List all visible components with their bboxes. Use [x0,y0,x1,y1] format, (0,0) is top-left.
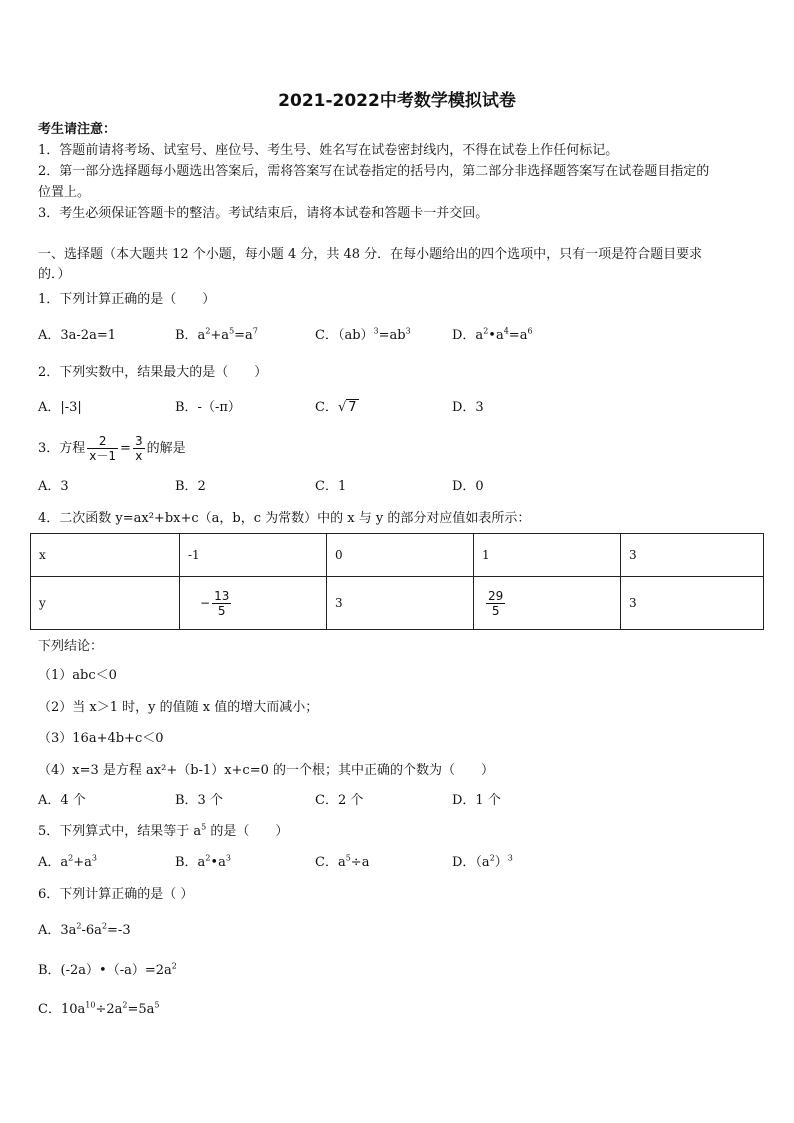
q1-option-b: B．$a^2+a^5=a^7$ [175,326,258,343]
q4-stem: 4．二次函数 y=ax²+bx+c（a，b，c 为常数）中的 x 与 y 的部分对应值如表所示： [38,511,531,526]
y1-fraction: $\frac{13}{5}$ [214,588,230,618]
notice-item-2: 2．第一部分选择题每小题选出答案后，需将答案写在试卷指定的括号内，第二部分非选择题答案写在试卷题目指定的 [38,164,710,179]
q5-stem: 5．下列算式中，结果等于 $a^5$ 的是（ ） [38,822,289,839]
q6-option-a: A．$3a^2-6a^2=-3$ [38,921,131,938]
q4-conclusion-heading: 下列结论： [38,639,104,654]
q2-options [38,399,758,417]
q4-option-c: C．2 个 [315,793,364,808]
section-header-line-1: 一、选择题（本大题共 12 个小题，每小题 4 分，共 48 分．在每小题给出的四个选项中，只有一项是符合题目要求 [38,247,703,262]
q1-options [38,327,758,345]
q4-conclusion-2: （2）当 x＞1 时，y 的值随 x 值的增大而减小； [38,700,319,715]
q3-fraction-2: $\frac{3}{x}$ [134,434,143,463]
q2-option-d: D．3 [452,400,484,415]
table-cell: 0 [327,534,474,577]
table-cell: 3 [621,534,764,577]
table-cell: 3 [621,577,764,630]
table-cell: y [31,577,180,630]
q2-stem: 2．下列实数中，结果最大的是（ ） [38,365,268,380]
notice-heading: 考生请注意： [38,122,117,137]
table-cell [474,577,621,630]
q3-stem: 3．方程 $\frac{2}{x-1}$ = $\frac{3}{x}$ 的解是 [38,434,186,463]
table-cell: -1 [180,534,327,577]
table-row [31,577,764,630]
q2-option-b: B．-（-π） [175,400,241,415]
q3-option-d: D．0 [452,479,484,494]
q3-fraction-1: $\frac{2}{x-1}$ [89,434,117,463]
q4-option-d: D．1 个 [452,793,501,808]
notice-item-1: 1．答题前请将考场、试室号、座位号、考生号、姓名写在试卷密封线内，不得在试卷上作任何标记。 [38,143,619,158]
q5-option-d: D．$(a^2)^3$ [452,853,513,870]
q1-option-a: A．3a-2a=1 [38,328,116,343]
table-cell: x [31,534,180,577]
notice-item-2-cont: 位置上。 [38,185,91,200]
q4-options [38,792,758,810]
q4-option-b: B．3 个 [175,793,223,808]
q4-conclusion-3: （3）16a+4b+c＜0 [38,731,164,746]
q4-conclusion-4: （4）x=3 是方程 ax²+（b-1）x+c=0 的一个根；其中正确的个数为（ ） [38,763,495,778]
q6-option-b: B．$(-2a)•(-a)=2a^2$ [38,961,177,978]
q1-option-c: C．$(ab)^3=ab^3$ [315,326,411,343]
table-row [31,534,764,577]
q3-option-b: B．2 [175,479,206,494]
table-cell: − $\frac{13}{5}$ [180,577,327,630]
q6-stem: 6．下列计算正确的是（ ） [38,887,194,902]
q4-option-a: A．4 个 [38,793,86,808]
q2-option-a: A．|-3| [38,400,82,415]
q3-option-a: A．3 [38,479,69,494]
q5-options [38,854,758,872]
section-header-line-2: 的．） [38,267,71,282]
notice-item-3: 3．考生必须保证答题卡的整洁。考试结束后，请将本试卷和答题卡一并交回。 [38,206,489,221]
q3-options [38,478,758,496]
page-title: 2021-2022中考数学模拟试卷 [278,91,516,111]
q5-option-a: A．$a^2+a^3$ [38,853,97,870]
q4-conclusion-1: （1）abc＜0 [38,668,117,683]
q5-option-c: C．$a^5\div a$ [315,853,370,870]
q3-option-c: C．1 [315,479,347,494]
q1-stem: 1．下列计算正确的是（ ） [38,292,216,307]
q2-option-c: C．√ 7 [315,400,357,415]
q4-value-table [30,533,764,630]
table-cell: 3 [327,577,474,630]
table-cell: 1 [474,534,621,577]
sqrt-symbol: √ 7 [337,400,357,415]
q5-option-b: B．$a^2•a^3$ [175,853,231,870]
q6-option-c: C．$10a^{10}\div 2a^2=5a^5$ [38,1000,160,1017]
q1-option-d: D．$a^2•a^4=a^6$ [452,326,533,343]
y3-fraction: $\frac{29}{5}$ [488,588,504,618]
